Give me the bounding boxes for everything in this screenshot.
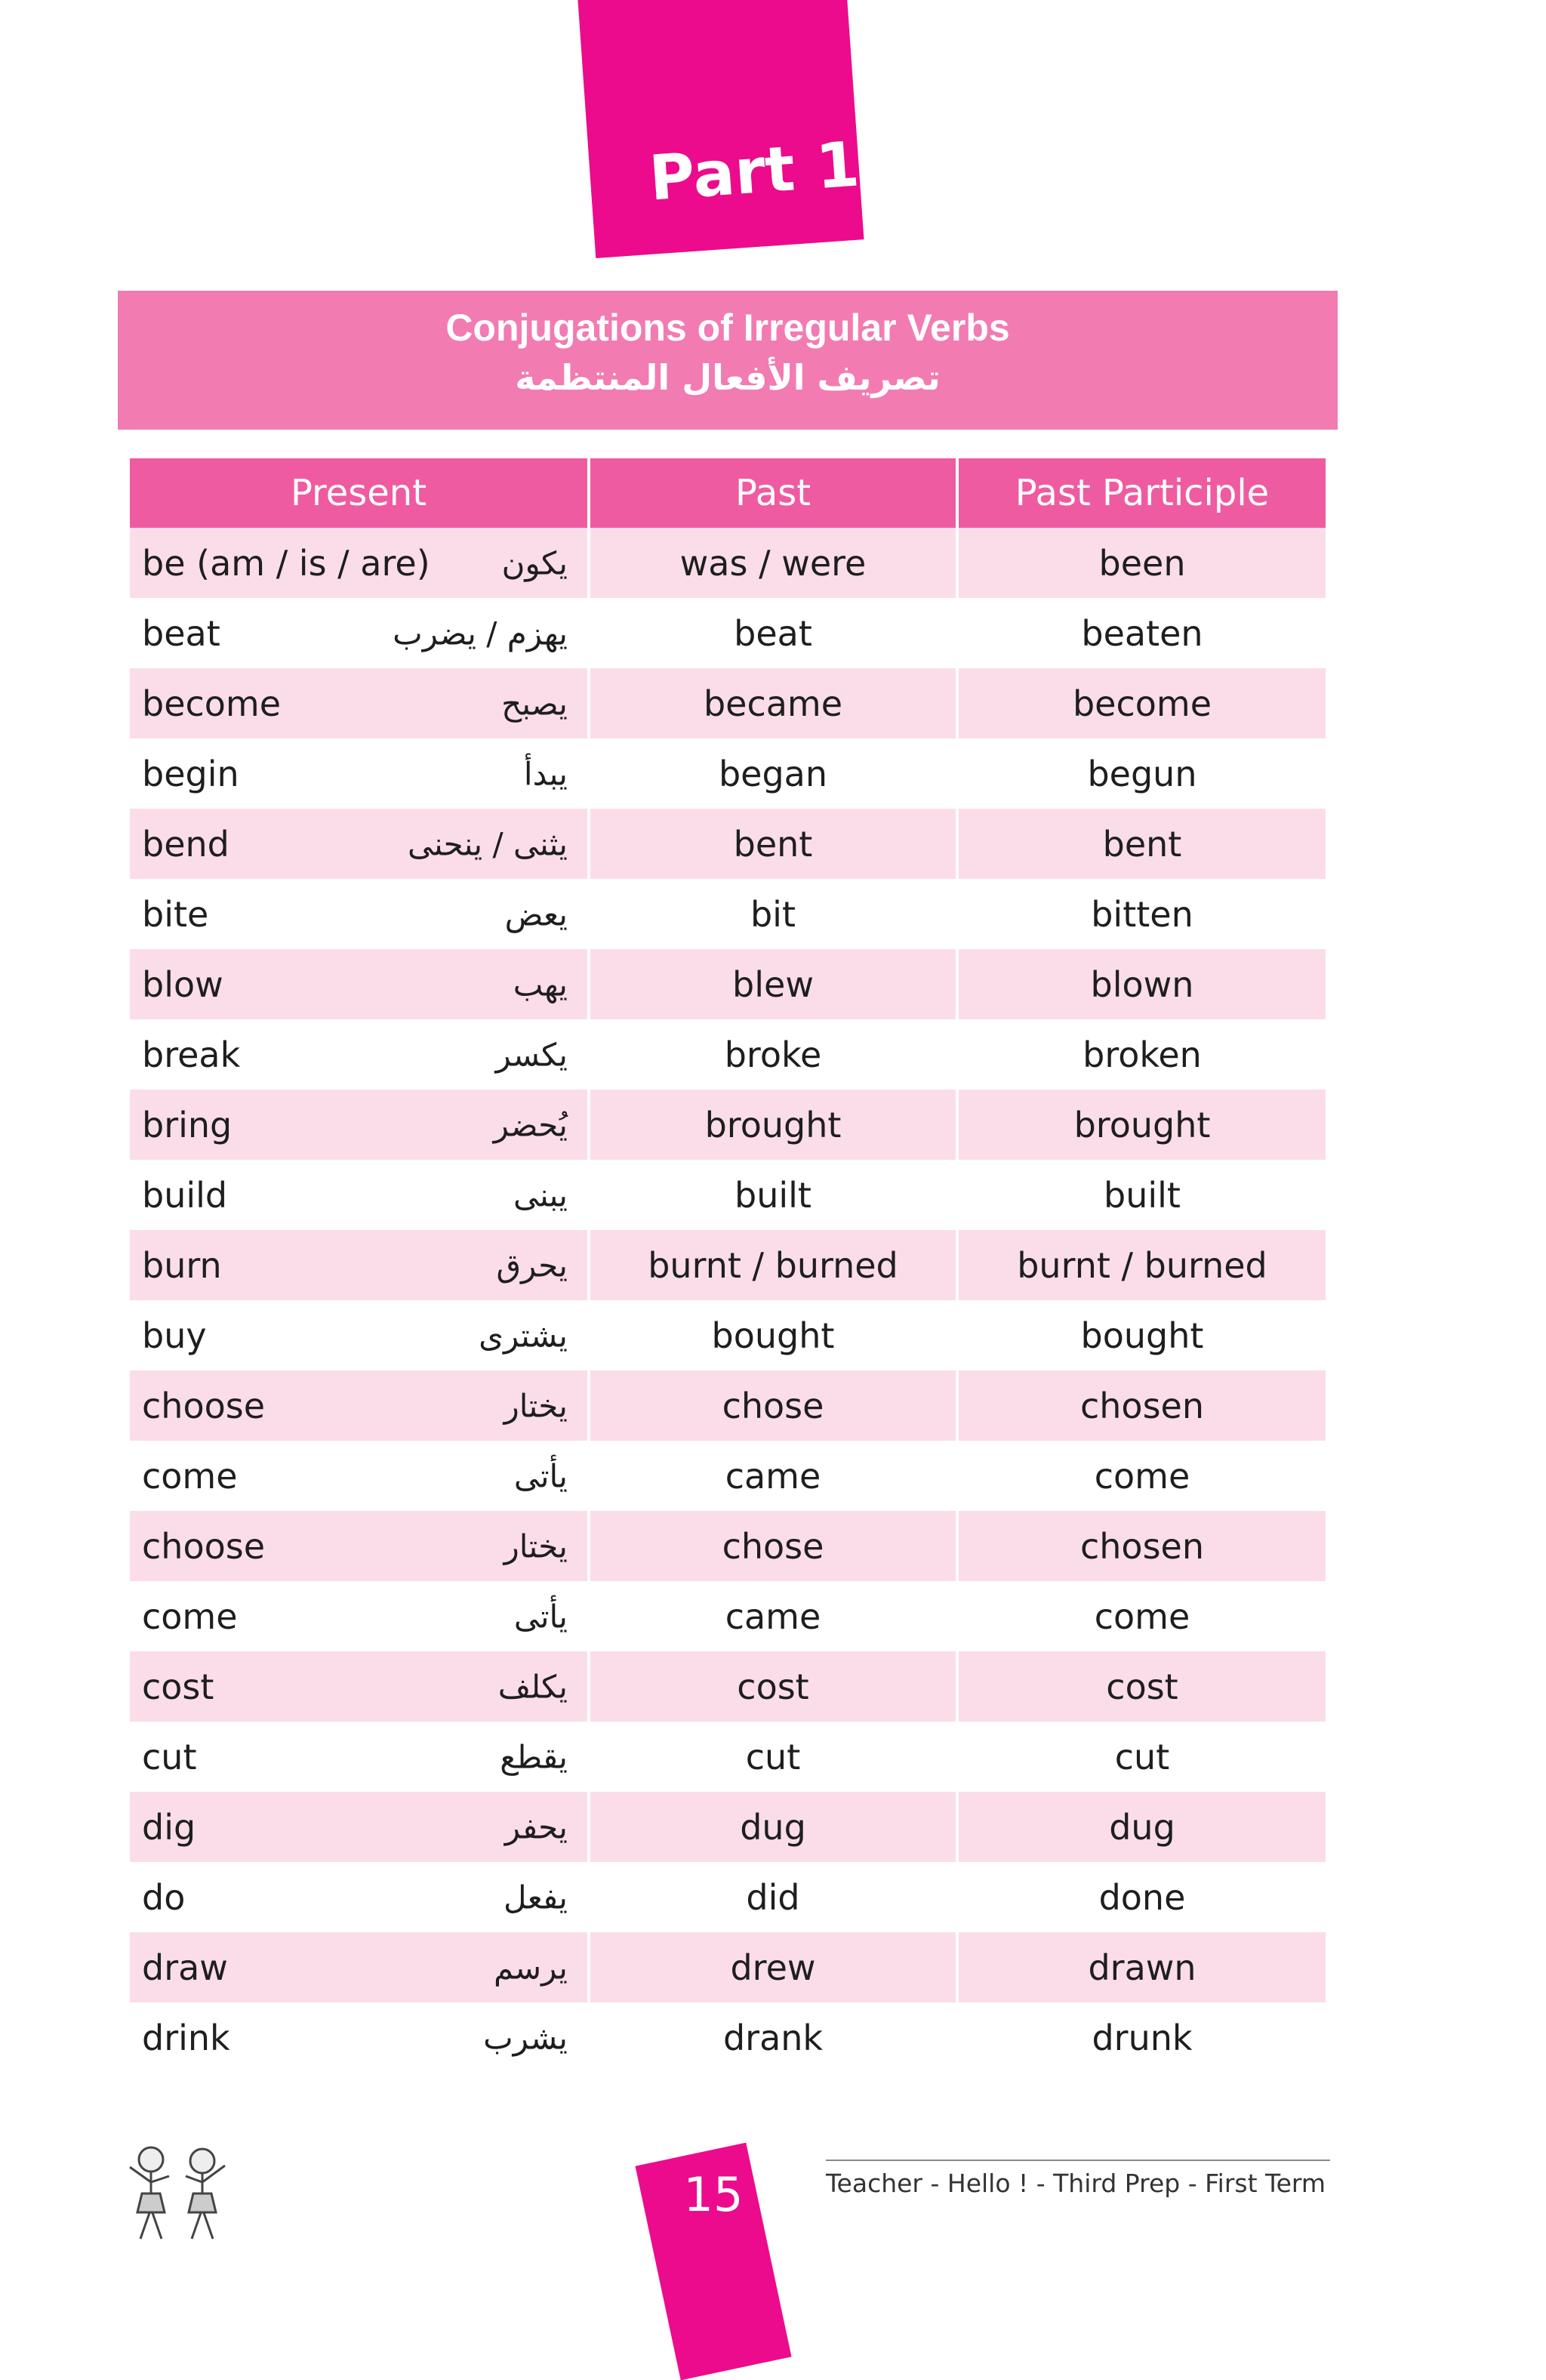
page-number: 15 — [683, 2167, 744, 2222]
present-verb: begin — [142, 753, 239, 794]
present-verb: burn — [142, 1244, 222, 1286]
participle-cell: brought — [957, 1090, 1326, 1160]
past-cell: began — [589, 738, 957, 809]
participle-cell: come — [957, 1581, 1326, 1651]
participle-cell: become — [957, 668, 1326, 738]
arabic-meaning: يكلف — [497, 1668, 568, 1705]
column-header-present: Present — [130, 458, 589, 528]
participle-cell: chosen — [957, 1511, 1326, 1581]
past-cell: blew — [589, 949, 957, 1019]
past-cell: built — [589, 1160, 957, 1230]
present-cell — [130, 1511, 589, 1581]
present-cell — [130, 1932, 589, 2002]
present-cell — [130, 1019, 589, 1090]
title-arabic: تصريف الأفعال المنتظمة — [515, 357, 941, 398]
footer-text: Teacher - Hello ! - Third Prep - First Term — [826, 2169, 1326, 2198]
arabic-meaning: يحرق — [496, 1247, 568, 1284]
present-cell — [130, 668, 589, 738]
present-verb: cost — [142, 1666, 214, 1707]
past-cell: chose — [589, 1511, 957, 1581]
arabic-meaning: يشترى — [479, 1317, 568, 1354]
footer-divider — [826, 2160, 1330, 2161]
arabic-meaning: يُحضر — [493, 1106, 568, 1143]
arabic-meaning: يأتى — [513, 1598, 568, 1635]
present-verb: choose — [142, 1525, 265, 1567]
present-cell — [130, 1441, 589, 1511]
present-verb: bite — [142, 893, 209, 935]
participle-cell: begun — [957, 738, 1326, 809]
present-cell — [130, 2002, 589, 2073]
arabic-meaning: يعض — [504, 896, 568, 933]
table-row — [130, 1230, 1326, 1300]
participle-cell: drawn — [957, 1932, 1326, 2002]
present-verb: buy — [142, 1315, 207, 1356]
past-cell: brought — [589, 1090, 957, 1160]
present-cell — [130, 528, 589, 598]
present-cell — [130, 949, 589, 1019]
arabic-meaning: يقطع — [500, 1738, 568, 1775]
title-banner — [118, 291, 1338, 430]
participle-cell: blown — [957, 949, 1326, 1019]
past-cell: did — [589, 1862, 957, 1932]
arabic-meaning: يكون — [501, 544, 568, 581]
past-cell: drew — [589, 1932, 957, 2002]
part-label: Part 1 — [647, 128, 862, 215]
present-verb: beat — [142, 612, 220, 654]
present-verb: bring — [142, 1104, 233, 1145]
table-row — [130, 809, 1326, 879]
participle-cell: been — [957, 528, 1326, 598]
present-cell — [130, 1160, 589, 1230]
present-cell — [130, 1581, 589, 1651]
participle-cell: cut — [957, 1722, 1326, 1792]
present-verb: bend — [142, 823, 229, 865]
table-row — [130, 738, 1326, 809]
table-row — [130, 668, 1326, 738]
present-verb: come — [142, 1455, 238, 1497]
past-cell: beat — [589, 598, 957, 668]
present-cell — [130, 738, 589, 809]
participle-cell: come — [957, 1441, 1326, 1511]
table-row — [130, 1441, 1326, 1511]
table-row — [130, 1862, 1326, 1932]
arabic-meaning: يبنى — [513, 1176, 568, 1213]
past-cell: chose — [589, 1370, 957, 1441]
column-header-past-participle: Past Participle — [957, 458, 1326, 528]
table-row — [130, 1511, 1326, 1581]
table-row — [130, 528, 1326, 598]
participle-cell: burnt / burned — [957, 1230, 1326, 1300]
past-cell: cost — [589, 1651, 957, 1722]
present-cell — [130, 1792, 589, 1862]
present-cell — [130, 1862, 589, 1932]
table-row — [130, 879, 1326, 949]
present-verb: break — [142, 1034, 241, 1075]
present-verb: dig — [142, 1806, 196, 1848]
arabic-meaning: يفعل — [503, 1879, 568, 1916]
present-cell — [130, 598, 589, 668]
table-row — [130, 1160, 1326, 1230]
verb-table — [130, 458, 1326, 2073]
participle-cell: bent — [957, 809, 1326, 879]
participle-cell: broken — [957, 1019, 1326, 1090]
participle-cell: drunk — [957, 2002, 1326, 2073]
title-english: Conjugations of Irregular Verbs — [445, 307, 1010, 349]
present-cell — [130, 1300, 589, 1370]
table-row — [130, 1722, 1326, 1792]
present-cell — [130, 1651, 589, 1722]
arabic-meaning: يكسر — [495, 1036, 568, 1073]
participle-cell: built — [957, 1160, 1326, 1230]
present-verb: do — [142, 1876, 186, 1918]
present-verb: choose — [142, 1385, 265, 1426]
table-row — [130, 1090, 1326, 1160]
past-cell: came — [589, 1441, 957, 1511]
participle-cell: done — [957, 1862, 1326, 1932]
past-cell: dug — [589, 1792, 957, 1862]
arabic-meaning: يشرب — [483, 2019, 568, 2056]
table-row — [130, 1300, 1326, 1370]
kids-illustration — [113, 2137, 242, 2250]
table-row — [130, 1019, 1326, 1090]
arabic-meaning: يرسم — [493, 1949, 568, 1986]
present-verb: blow — [142, 963, 223, 1005]
present-verb: build — [142, 1174, 228, 1216]
table-row — [130, 1651, 1326, 1722]
column-header-past: Past — [589, 458, 957, 528]
part-tab-shape — [577, 0, 864, 258]
arabic-meaning: يصبح — [501, 685, 568, 722]
participle-cell: bitten — [957, 879, 1326, 949]
arabic-meaning: يثنى / ينحنى — [407, 825, 568, 862]
table-row — [130, 1932, 1326, 2002]
arabic-meaning: يختار — [504, 1528, 568, 1565]
past-cell: became — [589, 668, 957, 738]
past-cell: cut — [589, 1722, 957, 1792]
past-cell: broke — [589, 1019, 957, 1090]
past-cell: was / were — [589, 528, 957, 598]
present-verb: be (am / is / are) — [142, 542, 430, 584]
participle-cell: dug — [957, 1792, 1326, 1862]
table-row — [130, 1581, 1326, 1651]
table-row — [130, 949, 1326, 1019]
table-row — [130, 598, 1326, 668]
arabic-meaning: يهزم / يضرب — [393, 615, 568, 652]
participle-cell: bought — [957, 1300, 1326, 1370]
present-verb: come — [142, 1595, 238, 1637]
present-cell — [130, 809, 589, 879]
past-cell: drank — [589, 2002, 957, 2073]
participle-cell: cost — [957, 1651, 1326, 1722]
present-cell — [130, 1370, 589, 1441]
arabic-meaning: يحفر — [504, 1808, 568, 1845]
present-cell — [130, 1090, 589, 1160]
present-verb: become — [142, 683, 282, 724]
present-verb: draw — [142, 1947, 228, 1988]
arabic-meaning: يأتى — [513, 1457, 568, 1494]
past-cell: bought — [589, 1300, 957, 1370]
present-cell — [130, 879, 589, 949]
participle-cell: beaten — [957, 598, 1326, 668]
arabic-meaning: يختار — [504, 1387, 568, 1424]
past-cell: bit — [589, 879, 957, 949]
present-verb: cut — [142, 1736, 197, 1777]
table-row — [130, 2002, 1326, 2073]
arabic-meaning: يهب — [513, 966, 568, 1003]
present-cell — [130, 1722, 589, 1792]
present-cell — [130, 1230, 589, 1300]
present-verb: drink — [142, 2017, 230, 2058]
table-row — [130, 1370, 1326, 1441]
table-header-row — [130, 458, 1326, 528]
arabic-meaning: يبدأ — [523, 755, 568, 792]
past-cell: burnt / burned — [589, 1230, 957, 1300]
past-cell: came — [589, 1581, 957, 1651]
table-row — [130, 1792, 1326, 1862]
past-cell: bent — [589, 809, 957, 879]
participle-cell: chosen — [957, 1370, 1326, 1441]
